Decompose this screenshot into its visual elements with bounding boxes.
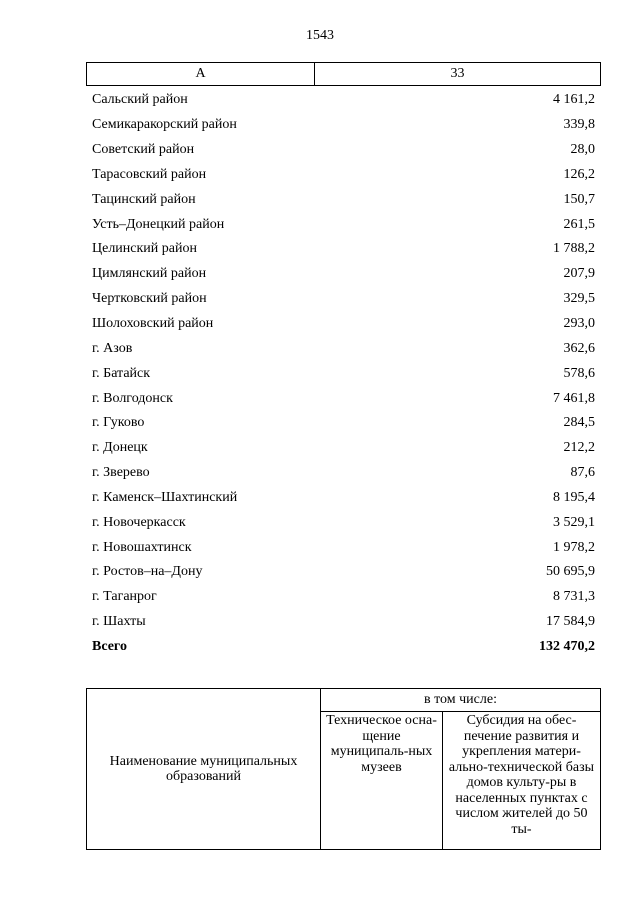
municipality-name: г. Азов: [92, 340, 133, 356]
table-row: [86, 535, 601, 560]
municipality-value: 4 161,2: [553, 92, 595, 108]
municipality-value: 3 529,1: [553, 514, 595, 530]
municipality-name: г. Ростов–на–Дону: [92, 564, 203, 580]
municipality-value: 150,7: [563, 191, 595, 207]
table-row: [86, 312, 601, 337]
municipality-value: 8 195,4: [553, 489, 595, 505]
table-row: [86, 88, 601, 113]
table-row: [86, 386, 601, 411]
table-row: [86, 461, 601, 486]
municipality-value: 293,0: [563, 316, 595, 332]
culture-houses-subsidy-header: Субсидия на обес-печение развития и укрепления матери-ально-технической базы домов культу-ры в населенных пунктах с числом жителей до 50 ты-: [443, 712, 601, 850]
table-row: [86, 610, 601, 635]
municipality-value: 17 584,9: [546, 614, 595, 630]
municipality-name: Семикаракорский район: [92, 117, 237, 133]
municipality-value: 8 731,3: [553, 589, 595, 605]
table-row: [86, 560, 601, 585]
municipality-name: г. Таганрог: [92, 589, 157, 605]
municipality-name: г. Гуково: [92, 415, 145, 431]
municipality-value: 284,5: [563, 415, 595, 431]
table-row: [86, 287, 601, 312]
municipality-name: Советский район: [92, 142, 195, 158]
column-header-a: А: [87, 63, 315, 86]
total-value: 132 470,2: [539, 638, 595, 654]
municipality-value: 50 695,9: [546, 564, 595, 580]
subsidy-header-table: [86, 688, 601, 850]
museum-equipment-header: Техническое осна-щение муниципаль-ных музеев: [321, 712, 443, 850]
column-header-33: 33: [315, 63, 601, 86]
table-row: [86, 163, 601, 188]
municipality-value: 339,8: [563, 117, 595, 133]
municipality-value: 7 461,8: [553, 390, 595, 406]
municipality-name: г. Донецк: [92, 440, 148, 456]
table-row: [86, 113, 601, 138]
municipal-values-table: [86, 88, 601, 659]
municipality-name-header: Наименование муниципальных образований: [87, 689, 321, 850]
municipality-name: г. Волгодонск: [92, 390, 173, 406]
table-row: [86, 262, 601, 287]
table-row: [86, 237, 601, 262]
municipality-name: Тацинский район: [92, 191, 196, 207]
municipality-name: Тарасовский район: [92, 166, 207, 182]
table-row: [86, 212, 601, 237]
table-row: [86, 411, 601, 436]
municipality-value: 28,0: [570, 142, 595, 158]
municipality-value: 578,6: [563, 365, 595, 381]
total-label: Всего: [92, 638, 127, 654]
table-row: [86, 187, 601, 212]
municipality-name: г. Каменск–Шахтинский: [92, 489, 238, 505]
table-row: [86, 585, 601, 610]
total-row: [86, 635, 601, 660]
table-row: [86, 138, 601, 163]
table-row: [86, 510, 601, 535]
municipality-name: Шолоховский район: [92, 316, 214, 332]
municipality-name: Сальский район: [92, 92, 188, 108]
municipality-name: г. Шахты: [92, 614, 146, 630]
municipality-value: 261,5: [563, 216, 595, 232]
municipality-name: г. Новочеркасск: [92, 514, 186, 530]
table-row: [86, 486, 601, 511]
page-number: 1543: [306, 28, 334, 43]
municipality-value: 126,2: [563, 166, 595, 182]
municipality-value: 212,2: [563, 440, 595, 456]
including-header: в том числе:: [321, 689, 601, 712]
municipality-name: г. Батайск: [92, 365, 151, 381]
municipality-name: Целинский район: [92, 241, 197, 257]
table-row: [86, 361, 601, 386]
municipality-value: 1 978,2: [553, 539, 595, 555]
table-row: [86, 336, 601, 361]
municipality-value: 362,6: [563, 340, 595, 356]
municipality-name: г. Зверево: [92, 465, 150, 481]
municipality-name: Чертковский район: [92, 291, 207, 307]
column-header-table: [86, 62, 601, 86]
municipality-value: 207,9: [563, 266, 595, 282]
municipality-name: Цимлянский район: [92, 266, 207, 282]
municipality-value: 1 788,2: [553, 241, 595, 257]
table-row: [86, 436, 601, 461]
municipality-value: 329,5: [563, 291, 595, 307]
municipality-value: 87,6: [570, 465, 595, 481]
municipality-name: Усть–Донецкий район: [92, 216, 225, 232]
municipality-name: г. Новошахтинск: [92, 539, 192, 555]
